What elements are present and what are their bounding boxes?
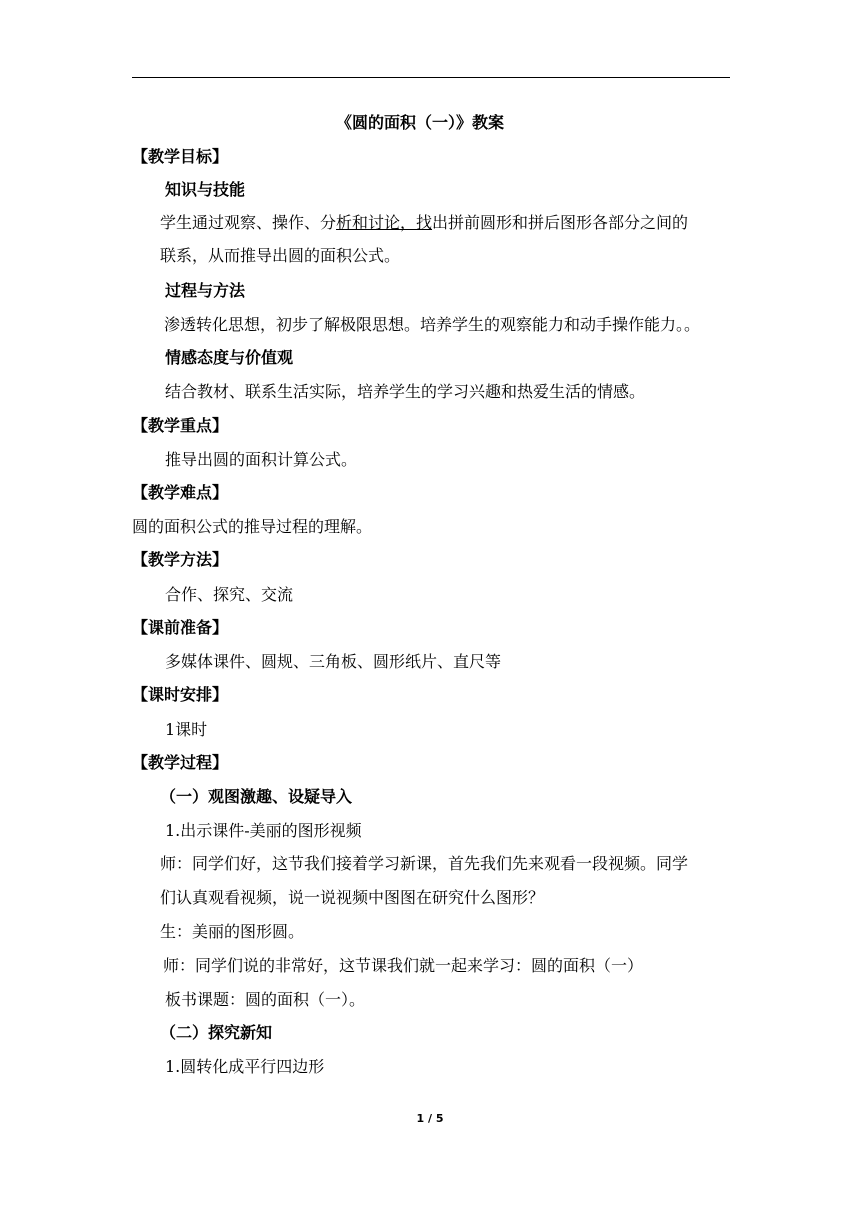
paragraph-line: 师：同学们说的非常好，这节课我们就一起来学习：圆的面积（一） xyxy=(163,956,644,975)
paragraph-line: 推导出圆的面积计算公式。 xyxy=(165,450,358,469)
subheading-attitude-values: 情感态度与价值观 xyxy=(165,348,294,367)
page-number: 1 / 5 xyxy=(416,1112,444,1125)
text-segment: 学生通过观察、操作、分 xyxy=(160,213,337,232)
paragraph-line: 生：美丽的图形圆。 xyxy=(160,922,305,941)
paragraph-line: 1课时 xyxy=(165,720,208,739)
paragraph-line: 1.出示课件-美丽的图形视频 xyxy=(165,821,362,840)
paragraph-line: 合作、探究、交流 xyxy=(165,585,294,604)
paragraph-line: 多媒体课件、圆规、三角板、圆形纸片、直尺等 xyxy=(165,652,502,671)
paragraph-line: 们认真观看视频，说一说视频中图图在研究什么图形？ xyxy=(160,888,545,907)
section-heading-key-points: 【教学重点】 xyxy=(132,416,229,435)
section-heading-preparation: 【课前准备】 xyxy=(132,618,229,637)
subheading-step-one: （一）观图激趣、设疑导入 xyxy=(160,787,353,806)
section-heading-objectives: 【教学目标】 xyxy=(132,147,229,166)
underlined-text: 析和讨论，找 xyxy=(336,213,433,232)
paragraph-line: 联系，从而推导出圆的面积公式。 xyxy=(160,246,401,265)
subheading-process-method: 过程与方法 xyxy=(165,281,246,300)
paragraph-line: 师：同学们好，这节我们接着学习新课，首先我们先来观看一段视频。同学 xyxy=(160,854,689,873)
header-rule xyxy=(132,77,730,78)
paragraph-line xyxy=(160,213,688,233)
section-heading-methods: 【教学方法】 xyxy=(132,550,229,569)
paragraph-line: 渗透转化思想，初步了解极限思想。培养学生的观察能力和动手操作能力。。 xyxy=(164,315,701,334)
subheading-step-two: （二）探究新知 xyxy=(160,1023,273,1042)
paragraph-line: 板书课题：圆的面积（一）。 xyxy=(165,990,366,1009)
subheading-knowledge-skills: 知识与技能 xyxy=(165,180,246,199)
section-heading-process: 【教学过程】 xyxy=(132,753,229,772)
text-segment: 出拼前圆形和拼后图形各部分之间的 xyxy=(432,213,689,232)
paragraph-line: 结合教材、联系生活实际，培养学生的学习兴趣和热爱生活的情感。 xyxy=(165,382,646,401)
paragraph-line: 1.圆转化成平行四边形 xyxy=(165,1057,325,1076)
section-heading-schedule: 【课时安排】 xyxy=(132,685,229,704)
section-heading-difficulties: 【教学难点】 xyxy=(132,483,229,502)
document-title: 《圆的面积（一）》教案 xyxy=(336,113,505,132)
paragraph-line: 圆的面积公式的推导过程的理解。 xyxy=(132,517,373,536)
